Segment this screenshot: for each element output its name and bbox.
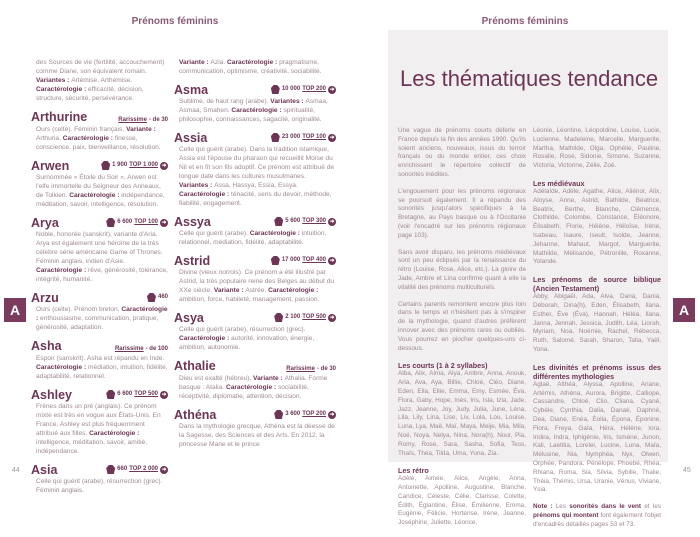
entry-description	[176, 58, 336, 76]
description-text: Celle qui guérit (arabe), résurrection (grec). Féminin anglais.	[36, 478, 163, 494]
intro-paragraph: L'engouement pour les prénoms régionaux se poursuit également. Il a répandu des sonorités jusqu'alors spécifiques à la Bretagne, au Pays basque ou à l'Occitanie (voir l'encadré sur les prénoms régionaux page 103).	[398, 187, 526, 239]
intro-paragraph: Une vague de prénoms courts déferle en France depuis la fin des années 1990. Qu'ils soient anciens, nouveaux, issus du terroir français ou du monde entier, ces choix enrichissent le répertoire collectif de sonorités inédites.	[398, 127, 526, 178]
name-heading: Arthurine	[31, 110, 88, 124]
field-label: Variantes :	[270, 98, 306, 105]
running-header: Prénoms féminins	[131, 16, 219, 27]
name-heading: Athalie	[174, 359, 216, 373]
entry-header	[31, 339, 168, 354]
description-text: indépendance, méditation, savoir, intelligence, résolution.	[36, 192, 165, 208]
arrow-right-icon[interactable]: ➜	[329, 218, 335, 225]
description-text: Divine (vieux norrois). Ce prénom a été illustré par Astrid, la très populaire reine des Belges au début du XXe siècle.	[179, 269, 335, 294]
description-text: Dans la mythologie grecque, Athéna est la déesse de la Sagesse, des Sciences et des Arts. En 2012, la princesse Marie et le prince	[179, 423, 335, 448]
box-title: Les thématiques tendance	[400, 66, 659, 91]
intro-paragraph: Sans avoir disparu, les prénoms médiévaux sont un peu éclipsés par la renaissance du rétro (Louise, Rose, Alice, etc.). La gloire de Jade, Ambre et Lina confirme quant à elle la vitalité des prénoms multiculturels.	[398, 248, 526, 291]
entry-description	[176, 422, 336, 449]
entry-header	[174, 311, 336, 325]
entry-description	[176, 374, 336, 401]
name-heading: Athéna	[174, 408, 217, 422]
popularity-badge	[106, 390, 168, 399]
entry-header	[174, 215, 336, 229]
name-entry	[176, 58, 336, 76]
popularity-badge	[106, 218, 168, 227]
field-label: Caractérologie :	[179, 191, 232, 198]
birth-count: 5 600	[285, 218, 301, 224]
description-text: Athalia. Forme basque : Atalia.	[179, 375, 328, 391]
france-icon	[271, 133, 280, 142]
note-label: Note :	[533, 503, 556, 511]
popularity-badge	[274, 217, 336, 226]
left-page	[0, 0, 350, 492]
page-number: 44	[12, 467, 20, 474]
popularity-badge	[147, 293, 168, 302]
birth-count: 6 600	[117, 391, 133, 397]
france-icon	[274, 410, 283, 419]
theme-section-title: Les médiévaux	[533, 178, 585, 188]
description-text: intelligence, méditation, savoir, amitié, indépendance.	[36, 439, 148, 455]
popularity-badge	[106, 465, 168, 474]
name-entry	[33, 291, 168, 332]
top-rank-link[interactable]: TOP 2 000	[129, 466, 158, 472]
description-text: Azia.	[210, 59, 228, 66]
name-heading: Arwen	[31, 159, 70, 173]
name-heading: Assia	[174, 131, 208, 145]
entry-header	[31, 159, 168, 173]
entry-description	[176, 97, 336, 124]
field-label: Caractérologie :	[36, 306, 168, 322]
letter-tab[interactable]: A	[673, 298, 695, 322]
arrow-right-icon[interactable]: ➜	[329, 411, 335, 418]
birth-count: 2 100	[285, 314, 301, 320]
popularity-badge	[118, 116, 168, 125]
arrow-right-icon[interactable]: ➜	[161, 391, 167, 398]
field-label: Caractérologie :	[268, 287, 319, 294]
entry-header	[31, 110, 168, 125]
entry-description	[33, 305, 168, 332]
description-text: finesse, conscience, paix, bienveillance, résolution.	[36, 135, 161, 151]
description-text: Asmaa, Asmaa, Smahen.	[179, 98, 328, 114]
entry-description	[33, 125, 168, 152]
entry-header	[174, 408, 336, 422]
description-text: spiritualité, philosophie, connaissances, sagacité, originalité.	[179, 107, 322, 123]
field-label: Variante :	[126, 126, 156, 133]
popularity-badge	[274, 410, 336, 419]
note-bold: sonorités dans le vent	[569, 503, 642, 511]
entry-header	[174, 254, 336, 268]
entry-header	[31, 291, 168, 305]
arrow-right-icon[interactable]: ➜	[329, 86, 335, 93]
name-heading: Arya	[31, 216, 59, 230]
top-rank-link[interactable]: TOP 100	[134, 219, 158, 225]
top-rank-link[interactable]: TOP 500	[134, 391, 158, 397]
description-text: ambition, force, habileté, management, passion.	[179, 296, 320, 303]
field-label: Variante :	[253, 375, 285, 382]
intro-paragraph: Certains parents remontent encore plus loin dans le temps et n'hésitent pas à s'inspirer de la mythologie, quand d'autres préfèrent innover avec des prénoms rares ou oubliés. Vous pourrez en piocher quelques-uns ci-dessous.	[398, 300, 526, 352]
box-column-1	[398, 127, 526, 536]
birth-count: 10 000	[281, 86, 301, 92]
top-rank-link[interactable]: TOP 100	[302, 134, 326, 140]
arrow-right-icon[interactable]: ➜	[161, 219, 167, 226]
field-label: Caractérologie :	[36, 86, 89, 93]
entry-header	[174, 359, 336, 374]
field-label: Variantes :	[36, 77, 72, 84]
entry-description	[33, 354, 168, 381]
popularity-badge	[271, 256, 336, 265]
description-text: Ours (celte). Féminin français.	[36, 126, 127, 133]
note-text: et les	[641, 503, 661, 511]
entry-header	[31, 388, 168, 402]
france-icon	[101, 161, 110, 170]
field-label: Caractérologie :	[36, 267, 89, 274]
description-text: Arthuria.	[36, 135, 63, 142]
theme-section-title: Les prénoms de source biblique (Ancien Testament)	[533, 275, 661, 294]
name-entry	[33, 216, 168, 284]
description-text: autorité, innovation, énergie, ambition, autonomie.	[179, 335, 315, 351]
right-page	[350, 0, 700, 528]
description-text: Sublime, de haut rang (arabe).	[179, 98, 271, 105]
description-text: Surnommée « Étoile du Soir », Arwen est l'elfe immortelle du Seigneur des Anneaux, de Tolkien.	[36, 174, 161, 199]
name-entry	[176, 311, 336, 352]
name-heading: Asma	[174, 83, 209, 97]
entry-header	[31, 463, 168, 477]
description-text: Frênes dans un pré (anglais). Ce prénom mixte est très en vogue aux États-Unis. En France, Ashley est plus fréquemment attribué aux filles.	[36, 403, 161, 437]
top-rank-link[interactable]: TOP 1 000	[129, 162, 158, 168]
name-heading: Astrid	[174, 254, 211, 268]
description-text: enthousiasme, communication, pratique, générosité, adaptation.	[36, 315, 159, 331]
entry-description	[33, 58, 168, 103]
entry-header	[174, 131, 336, 145]
theme-section	[533, 127, 661, 171]
field-label: Caractérologie :	[62, 135, 115, 142]
rarity-count: - de 100	[145, 346, 168, 352]
field-label: Variante :	[213, 287, 246, 294]
birth-count: 1 900	[112, 162, 128, 168]
field-label: Caractérologie :	[249, 230, 302, 237]
name-entry	[33, 339, 168, 381]
arrow-right-icon[interactable]: ➜	[329, 314, 335, 321]
entry-header	[174, 83, 336, 97]
entry-header	[31, 216, 168, 230]
note-text: Les	[555, 503, 570, 511]
entry-description	[33, 402, 168, 456]
birth-count: 6 600	[117, 219, 133, 225]
entry-description	[33, 230, 168, 284]
france-icon	[106, 390, 115, 399]
field-label: Caractérologie :	[89, 430, 140, 437]
name-entry	[33, 159, 168, 209]
name-heading: Assya	[174, 215, 211, 229]
names-column-2	[176, 58, 336, 456]
description-text: Artémise, Arthémise.	[71, 77, 133, 84]
name-heading: Asya	[174, 311, 204, 325]
page-number: 45	[683, 467, 691, 474]
theme-name-list: Abby, Abigaël, Ada, Alva, Dana, Dania, Déborah, Dina(h), Eden, Élisabeth, Ilana, Esther, Ève (Éva), Hannah, Héléa, Ilana, Janna, Jennah, Jessica, Judith, Léa, Liorah, Myriam, Noa, Noémie, Rachel, Rébecca, Ruth, Salomé, Sarah, Sharon, Talia, Yaël, Yona.	[533, 293, 661, 353]
theme-name-list: Aglaé, Althéa, Alyssa, Apolline, Ariane, Artémis, Athéna, Aurora, Brigitte, Calliope, Cassandre, Chloé, Clio, Cliana, Cyané, Cybèle, Cynthia, Dalia, Danaé, Daphné, Dea, Diane, Enéa, Ėolia, Épona, Éponine, Flora, Freya, Gaïa, Héra, Hélène, Iora, Indira, Indra, Iphigénie, Iris, Ismène, Junon, Kali, Laetitia, Lorelei, Lucine, Luna, Maïa, Mélusine, Nia, Nymphéa, Nyx, Olwen, Orphée, Pandora, Pénélope, Phoebé, Rhéa, Rhiana, Roma, Sia, Silvia, Sybille, Thalie, Théia, Thémis, Ursa, Uranie, Vénus, Viviane, Ysia.	[533, 380, 661, 494]
description-text: pragmatisme, communication, optimisme, créativité, sociabilité.	[179, 59, 322, 75]
description-text: Astrée.	[245, 287, 269, 294]
entry-description	[176, 145, 336, 208]
name-entry	[176, 359, 336, 401]
entry-description	[33, 173, 168, 209]
rarity-label: Rarissime	[118, 117, 147, 123]
description-text: sociabilité, réceptivité, diplomatie, attention, décision.	[179, 384, 309, 400]
theme-name-list: Léonie, Léontine, Léopoldine, Louise, Lucie, Lucienne, Madeleine, Marcelle, Marguerite, Martha, Mathilde, Olga, Ophélie, Pauline, Rosalie, Rose, Sidonie, Simone, Suzanne, Victoria, Victorine, Zélie, Zoé.	[533, 127, 661, 170]
field-label: Variante :	[179, 59, 211, 66]
description-text: médiation, intuition, fidélité, adaptabilité, relationnel.	[36, 364, 168, 380]
theme-section	[398, 466, 526, 528]
theme-section-title: Les courts (1 à 2 syllabes)	[398, 361, 488, 371]
theme-section-title: Les rétro	[398, 466, 429, 476]
description-text: intuition, relationnel, médiation, fidélité, adaptabilité.	[179, 230, 327, 246]
rarity-count: - de 30	[148, 117, 168, 123]
france-icon	[271, 256, 280, 265]
description-text: rêve, générosité, tolérance, intégrité, humanité.	[36, 267, 168, 283]
theme-section-title: Les divinités et prénoms issus des différentes mythologies	[533, 362, 661, 381]
name-entry	[33, 110, 168, 152]
popularity-badge	[101, 161, 168, 170]
france-icon	[274, 313, 283, 322]
top-rank-link[interactable]: TOP 200	[302, 411, 326, 417]
name-heading: Asia	[31, 463, 58, 477]
france-icon	[106, 465, 115, 474]
top-rank-link[interactable]: TOP 200	[302, 86, 326, 92]
rarity-label: Rarissime	[114, 346, 144, 352]
entry-description	[33, 477, 168, 495]
birth-count: 460	[157, 294, 168, 300]
field-label: Caractérologie :	[69, 192, 122, 199]
description-text: Celle qui guérit (arabe). Dans la tradition islamique, Assia est l'épouse du pharaon qui recueillit Moïse du Nil et en fit son fils adoptif. Ce prénom est attribué de longue date dans les cultures musulmanes.	[179, 146, 335, 180]
box-column-2	[533, 127, 661, 537]
description-text: Celle qui guérit (arabe).	[179, 230, 250, 237]
description-text: Ours (celte). Prénom breton.	[36, 306, 122, 313]
arrow-right-icon[interactable]: ➜	[161, 466, 167, 473]
name-entry	[33, 388, 168, 456]
theme-section	[533, 363, 661, 495]
name-entry	[176, 83, 336, 124]
name-entry	[176, 131, 336, 208]
description-text: Assa, Hassya, Essia, Essya.	[214, 182, 298, 189]
theme-section	[398, 361, 526, 458]
description-text: Espoir (sanskrit). Asha est répandu en Inde.	[36, 355, 165, 362]
top-rank-link[interactable]: TOP 400	[302, 257, 326, 263]
field-label: Caractérologie :	[225, 384, 278, 391]
name-heading: Ashley	[31, 388, 72, 402]
france-icon	[147, 293, 156, 302]
birth-count: 660	[117, 466, 128, 472]
name-entry	[176, 408, 336, 449]
description-text: efficacité, décision, structure, sécurité, persévérance.	[36, 86, 144, 102]
thematic-box	[388, 30, 668, 528]
popularity-badge	[271, 133, 336, 142]
entry-description	[176, 229, 336, 247]
description-text: des Sources de vie (fertilité, accouchement) comme Diane, son équivalent romain.	[36, 59, 165, 75]
field-label: Variantes :	[179, 182, 215, 189]
popularity-badge	[274, 313, 336, 322]
arrow-right-icon[interactable]: ➜	[329, 257, 335, 264]
top-rank-link[interactable]: TOP 500	[302, 314, 326, 320]
birth-count: 17 000	[281, 257, 301, 263]
theme-name-list: Adèle, Aimée, Alice, Angèle, Anna, Antoinette, Apolline, Augustine, Blanche, Candice, Céleste, Célie, Clarisse, Colette, Édith, Églantine, Élise, Émilienne, Emma, Eugénie, Félicie, Hortense, Irène, Jeanne, Joséphine, Juliette, Léonce,	[398, 475, 526, 527]
note-bold: prénoms qui montent	[533, 511, 599, 519]
running-header: Prénoms féminins	[481, 16, 569, 27]
description-text: Noble, honorée (sanskrit), variante d'Aria. Arya est également une héroïne de la très célèbre série américaine Game of Thrones. Féminin anglais, indien d'Asie.	[36, 231, 163, 265]
france-icon	[271, 85, 280, 94]
name-entry	[33, 58, 168, 103]
names-column-1	[33, 58, 168, 502]
popularity-badge	[271, 85, 336, 94]
name-heading: Asha	[31, 339, 62, 353]
popularity-badge	[286, 365, 336, 374]
field-label: Caractérologie :	[227, 59, 280, 66]
arrow-right-icon[interactable]: ➜	[161, 162, 167, 169]
name-entry	[33, 463, 168, 495]
birth-count: 23 000	[281, 134, 301, 140]
description-text: Celle qui guérit (arabe), résurrection (grec).	[179, 326, 306, 333]
arrow-right-icon[interactable]: ➜	[329, 134, 335, 141]
france-icon	[274, 217, 283, 226]
rarity-count: - de 30	[316, 366, 336, 372]
field-label: Caractérologie :	[231, 107, 284, 114]
field-label: Caractérologie :	[179, 335, 232, 342]
theme-section	[533, 179, 661, 267]
theme-section	[533, 275, 661, 355]
entry-description	[176, 268, 336, 304]
name-entry	[176, 254, 336, 304]
popularity-badge	[115, 345, 168, 354]
france-icon	[106, 218, 115, 227]
theme-name-list: Adélaïde, Adèle, Agathe, Alice, Aliénor, Alix, Aloyse, Anne, Astrid, Bathilde, Béatrice, Beatrix, Berthe, Blanche, Clémence, Clothilde, Colombe, Constance, Éléonore, Élisabeth, Florie, Hélène, Héloïse, Irène, Isabeau, Isaure, Iseult, Isolde, Jeanne, Jehanne, Mahaut, Margot, Marguerite, Mathilde, Mélisande, Pétronille, Roxanne, Yolande.	[533, 187, 661, 266]
name-heading: Arzu	[31, 291, 59, 305]
theme-name-list: Alba, Alix, Alma, Alya, Ambre, Anna, Anouk, Aria, Ava, Aya, Billie, Chloé, Cléo, Diane, Eden, Ella, Ellie, Emma, Emy, Esmée, Éva, Flora, Gaby, Hope, Inès, Iris, Isla, Izia, Jade, Jazz, Jeanne, Joy, Judy, Julia, June, Léna, Lila, Lily, Lina, Lise, Liv, Lola, Lou, Louise, Luna, Lya, Maë, Maï, Maya, Meije, Mia, Mila, Noé, Noya, Nelya, Nina, Nora(h), Nour, Pia, Romy, Rose, Sara, Sasha, Sofia, Tess, Thaïs, Théa, Tilda, Uma, Yuna, Zia.	[398, 370, 526, 457]
description-text: ténacité, sens du devoir, méthode, fiabilité, engagement.	[179, 191, 332, 207]
top-rank-link[interactable]: TOP 300	[302, 218, 326, 224]
field-label: Caractérologie :	[36, 364, 89, 371]
note	[533, 503, 661, 529]
note-text: font également l'objet d'encadrés détaillés pages 53 et 73.	[533, 511, 662, 528]
description-text: Dieu est exalté (hébreu).	[179, 375, 254, 382]
birth-count: 3 600	[285, 411, 301, 417]
name-entry	[176, 215, 336, 247]
rarity-label: Rarissime	[286, 366, 315, 372]
letter-tab[interactable]: A	[4, 298, 26, 322]
entry-description	[176, 325, 336, 352]
